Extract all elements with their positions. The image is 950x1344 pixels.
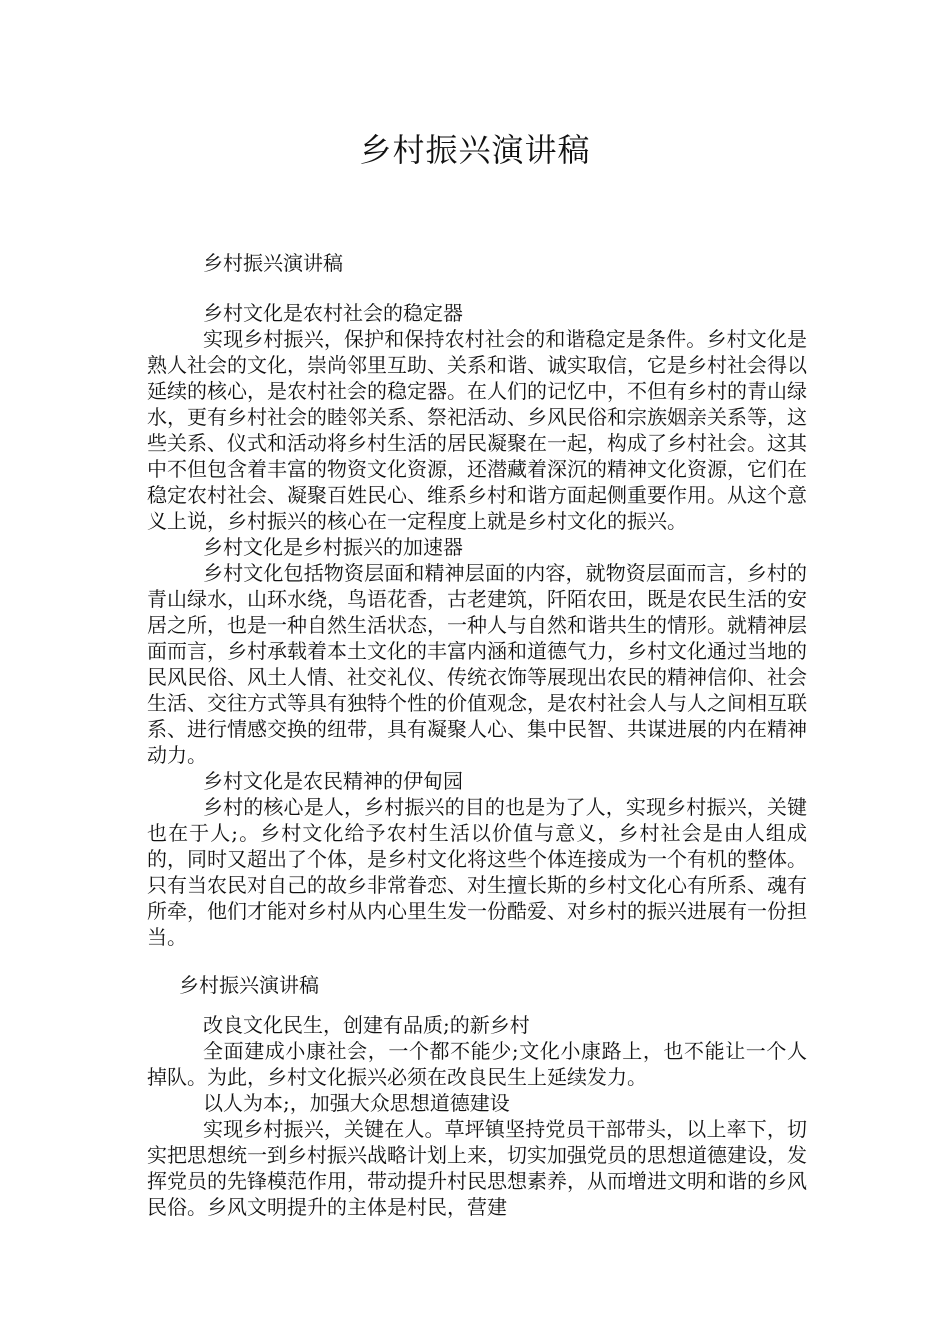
spacer xyxy=(147,950,807,972)
section-2-paragraph-2: 实现乡村振兴，关键在人。草坪镇坚持党员干部带头，以上率下，切实把思想统一到乡村振兴战略计划上来，切实加强党员的思想道德建设，发挥党员的先锋模范作用，带动提升村民思想素养，从而增进文明和谐的乡风民俗。乡风文明提升的主体是村民，营建 xyxy=(147,1117,807,1219)
section-1-heading-1: 乡村文化是农村社会的稳定器 xyxy=(203,301,463,325)
section-2-paragraph-1: 全面建成小康社会，一个都不能少;文化小康路上，也不能让一个人掉队。为此，乡村文化振兴必须在改良民生上延续发力。 xyxy=(147,1039,807,1089)
section-1-heading-2: 乡村文化是乡村振兴的加速器 xyxy=(203,535,463,559)
section-2-heading-1: 改良文化民生，创建有品质;的新乡村 xyxy=(203,1013,530,1037)
section-1-heading-3: 乡村文化是农民精神的伊甸园 xyxy=(203,769,463,793)
spacer xyxy=(147,998,807,1012)
section-2-heading-2: 以人为本;，加强大众思想道德建设 xyxy=(203,1091,510,1115)
spacer xyxy=(147,276,807,300)
section-1-subtitle: 乡村振兴演讲稿 xyxy=(203,251,343,275)
document-body xyxy=(147,250,807,1220)
document-title: 乡村振兴演讲稿 xyxy=(359,131,591,169)
section-1-paragraph-1: 实现乡村振兴，保护和保持农村社会的和谐稳定是条件。乡村文化是熟人社会的文化，崇尚邻里互助、关系和谐、诚实取信，它是乡村社会得以延续的核心，是农村社会的稳定器。在人们的记忆中，不但有乡村的青山绿水，更有乡村社会的睦邻关系、祭祀活动、乡风民俗和宗族姻亲关系等，这些关系、仪式和活动将乡村生活的居民凝聚在一起，构成了乡村社会。这其中不但包含着丰富的物资文化资源，还潜藏着深沉的精神文化资源，它们在稳定农村社会、凝聚百姓民心、维系乡村和谐方面起侧重要作用。从这个意义上说，乡村振兴的核心在一定程度上就是乡村文化的振兴。 xyxy=(147,327,807,533)
section-2-subtitle: 乡村振兴演讲稿 xyxy=(179,973,319,997)
section-1-paragraph-2: 乡村文化包括物资层面和精神层面的内容，就物资层面而言，乡村的青山绿水，山环水绕，鸟语花香，古老建筑，阡陌农田，既是农民生活的安居之所，也是一种自然生活状态，一种人与自然和谐共生的情形。就精神层面而言，乡村承载着本土文化的丰富内涵和道德气力，乡村文化通过当地的民风民俗、风土人情、社交礼仪、传统衣饰等展现出农民的精神信仰、社会生活、交往方式等具有独特个性的价值观念，是农村社会人与人之间相互联系、进行情感交换的纽带，具有凝聚人心、集中民智、共谋进展的内在精神动力。 xyxy=(147,561,807,767)
section-1-paragraph-3: 乡村的核心是人，乡村振兴的目的也是为了人，实现乡村振兴，关键也在于人;。乡村文化给予农村生活以价值与意义，乡村社会是由人组成的，同时又超出了个体，是乡村文化将这些个体连接成为一个有机的整体。只有当农民对自己的故乡非常眷恋、对生擅长斯的乡村文化心有所系、魂有所牵，他们才能对乡村从内心里生发一份酷爱、对乡村的振兴进展有一份担当。 xyxy=(147,795,807,949)
